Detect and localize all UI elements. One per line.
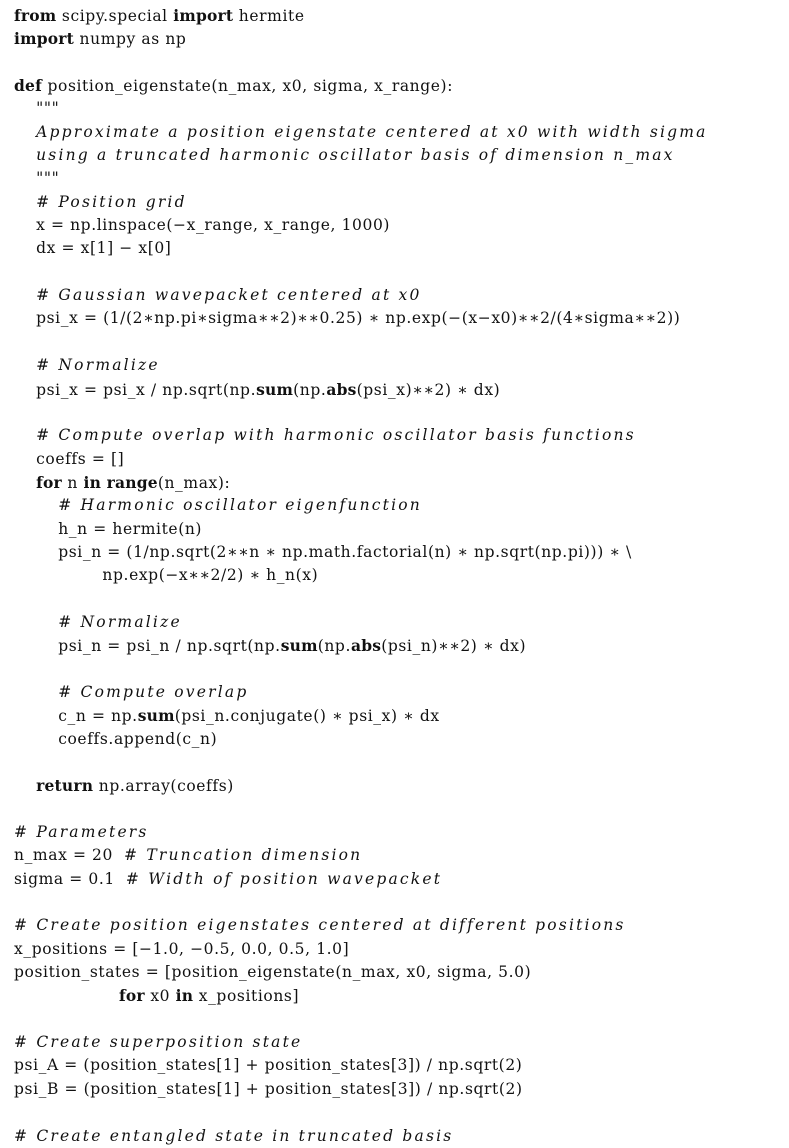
code-text xyxy=(14,286,36,304)
code-line xyxy=(14,984,789,1007)
code-text xyxy=(14,613,58,631)
code-text xyxy=(14,496,58,514)
code-comment: # Create superposition state xyxy=(14,1033,303,1052)
code-text: x_positions = [−1.0, −0.5, 0.0, 0.5, 1.0] xyxy=(14,939,350,958)
code-comment: # Truncation dimension xyxy=(124,846,363,865)
code-text: psi_x = (1/(2∗np.pi∗sigma∗∗2)∗∗0.25) ∗ np.exp(−(x−x0)∗∗2/(4∗sigma∗∗2)) xyxy=(14,309,681,328)
code-line xyxy=(14,1008,789,1031)
code-comment: # Normalize xyxy=(36,356,160,375)
code-text: dx = x[1] − x[0] xyxy=(14,239,172,258)
code-line xyxy=(14,564,789,587)
code-line xyxy=(14,167,789,190)
code-line xyxy=(14,798,789,821)
code-keyword: for xyxy=(36,472,62,492)
code-line xyxy=(14,751,789,774)
code-text: np.array(coeffs) xyxy=(93,777,234,796)
code-line xyxy=(14,658,789,681)
code-comment: # Create entangled state in truncated basis xyxy=(14,1126,454,1145)
code-line xyxy=(14,1125,789,1148)
code-text: x = np.linspace(−x_range, x_range, 1000) xyxy=(14,216,391,235)
code-line xyxy=(14,307,789,330)
code-text: sigma = 0.1 xyxy=(14,869,126,888)
code-keyword: from xyxy=(14,6,57,25)
code-comment: # Parameters xyxy=(14,823,149,842)
code-text: psi_n = (1/np.sqrt(2∗∗n ∗ np.math.factorial(n) ∗ np.sqrt(np.pi))) ∗ \ xyxy=(14,542,632,561)
code-keyword: in xyxy=(83,472,102,492)
code-keyword: abs xyxy=(326,379,357,399)
code-keyword: return xyxy=(36,776,94,796)
code-line xyxy=(14,681,789,704)
code-keyword: abs xyxy=(350,636,382,656)
code-line xyxy=(14,774,789,797)
code-line xyxy=(14,868,789,891)
code-text: (psi_x)∗∗2) ∗ dx) xyxy=(356,380,501,399)
code-line xyxy=(14,961,789,984)
code-text: position_eigenstate(n_max, x0, sigma, x_range): xyxy=(41,77,454,96)
code-text: x_positions] xyxy=(193,987,300,1006)
code-line xyxy=(14,494,789,517)
code-text xyxy=(14,123,36,141)
code-text: (n_max): xyxy=(157,473,231,492)
code-text: position_states = [position_eigenstate(n_max, x0, sigma, 5.0) xyxy=(14,963,532,982)
code-text: hermite xyxy=(233,7,305,25)
code-keyword: range xyxy=(106,472,158,492)
code-comment: Approximate a position eigenstate centered at x0 with width sigma xyxy=(36,122,708,141)
code-line xyxy=(14,891,789,914)
code-text: psi_A = (position_states[1] + position_states[3]) / np.sqrt(2) xyxy=(14,1056,523,1075)
code-text: n_max = 20 xyxy=(14,846,125,865)
code-line xyxy=(14,74,789,97)
code-line xyxy=(14,97,789,120)
code-text: h_n = hermite(n) xyxy=(14,519,203,538)
code-line xyxy=(14,518,789,541)
code-text: numpy as np xyxy=(74,30,187,49)
code-comment: using a truncated harmonic oscillator basis of dimension n_max xyxy=(36,146,675,165)
code-text: psi_n = psi_n / np.sqrt(np. xyxy=(14,637,281,656)
code-text: psi_B = (position_states[1] + position_states[3]) / np.sqrt(2) xyxy=(14,1079,523,1098)
code-line xyxy=(14,1078,789,1101)
code-listing xyxy=(14,4,789,1148)
code-text xyxy=(14,683,58,701)
code-text: psi_x = psi_x / np.sqrt(np. xyxy=(14,380,257,399)
code-line xyxy=(14,4,789,27)
code-text xyxy=(14,426,36,444)
code-line xyxy=(14,1031,789,1054)
code-text xyxy=(14,987,119,1005)
code-line xyxy=(14,121,789,144)
code-text xyxy=(14,777,36,795)
code-comment: # Create position eigenstates centered at different positions xyxy=(14,916,626,935)
code-text: scipy.special xyxy=(56,7,174,25)
code-line xyxy=(14,284,789,307)
code-text: """ xyxy=(14,169,60,188)
code-comment: # Gaussian wavepacket centered at x0 xyxy=(36,286,422,305)
code-line xyxy=(14,914,789,937)
code-text: c_n = np. xyxy=(14,707,138,726)
code-line xyxy=(14,938,789,961)
code-comment: # Harmonic oscillator eigenfunction xyxy=(58,496,422,515)
code-line xyxy=(14,611,789,634)
code-keyword: for xyxy=(119,986,145,1006)
code-line xyxy=(14,401,789,424)
code-keyword: in xyxy=(175,986,194,1006)
code-keyword: import xyxy=(173,6,234,25)
code-text xyxy=(14,146,36,164)
code-line xyxy=(14,634,789,657)
code-keyword: import xyxy=(14,29,74,49)
code-line xyxy=(14,704,789,727)
code-line xyxy=(14,541,789,564)
code-line xyxy=(14,588,789,611)
code-text: coeffs.append(c_n) xyxy=(14,729,218,748)
code-line xyxy=(14,471,789,494)
code-line xyxy=(14,821,789,844)
code-keyword: def xyxy=(14,76,42,96)
code-line xyxy=(14,237,789,260)
code-keyword: sum xyxy=(256,379,294,399)
code-line xyxy=(14,214,789,237)
code-text: np.exp(−x∗∗2/2) ∗ h_n(x) xyxy=(14,566,319,585)
code-text: (psi_n.conjugate() ∗ psi_x) ∗ dx xyxy=(174,707,440,726)
code-line xyxy=(14,354,789,377)
code-line xyxy=(14,144,789,167)
code-comment: # Position grid xyxy=(36,192,187,211)
code-text: (np. xyxy=(293,380,327,399)
code-text: n xyxy=(61,473,84,492)
code-comment: # Compute overlap with harmonic oscillator basis functions xyxy=(36,426,636,445)
code-text: (np. xyxy=(317,637,351,656)
code-keyword: sum xyxy=(280,636,318,656)
code-line xyxy=(14,51,789,74)
code-text xyxy=(14,474,36,492)
code-text xyxy=(14,356,36,374)
code-text: x0 xyxy=(144,987,176,1006)
code-text: """ xyxy=(14,99,60,118)
code-line xyxy=(14,331,789,354)
code-text: coeffs = [] xyxy=(14,449,125,468)
code-line xyxy=(14,1101,789,1124)
code-keyword: sum xyxy=(137,706,175,726)
code-line xyxy=(14,27,789,50)
code-line xyxy=(14,378,789,401)
code-line xyxy=(14,1054,789,1077)
code-line xyxy=(14,844,789,867)
code-line xyxy=(14,191,789,214)
code-line xyxy=(14,728,789,751)
code-comment: # Width of position wavepacket xyxy=(125,869,443,888)
code-comment: # Normalize xyxy=(58,612,182,631)
code-line xyxy=(14,261,789,284)
code-comment: # Compute overlap xyxy=(58,682,249,701)
code-text: (psi_n)∗∗2) ∗ dx) xyxy=(381,637,527,656)
code-line xyxy=(14,448,789,471)
code-line xyxy=(14,424,789,447)
code-text xyxy=(14,193,36,211)
